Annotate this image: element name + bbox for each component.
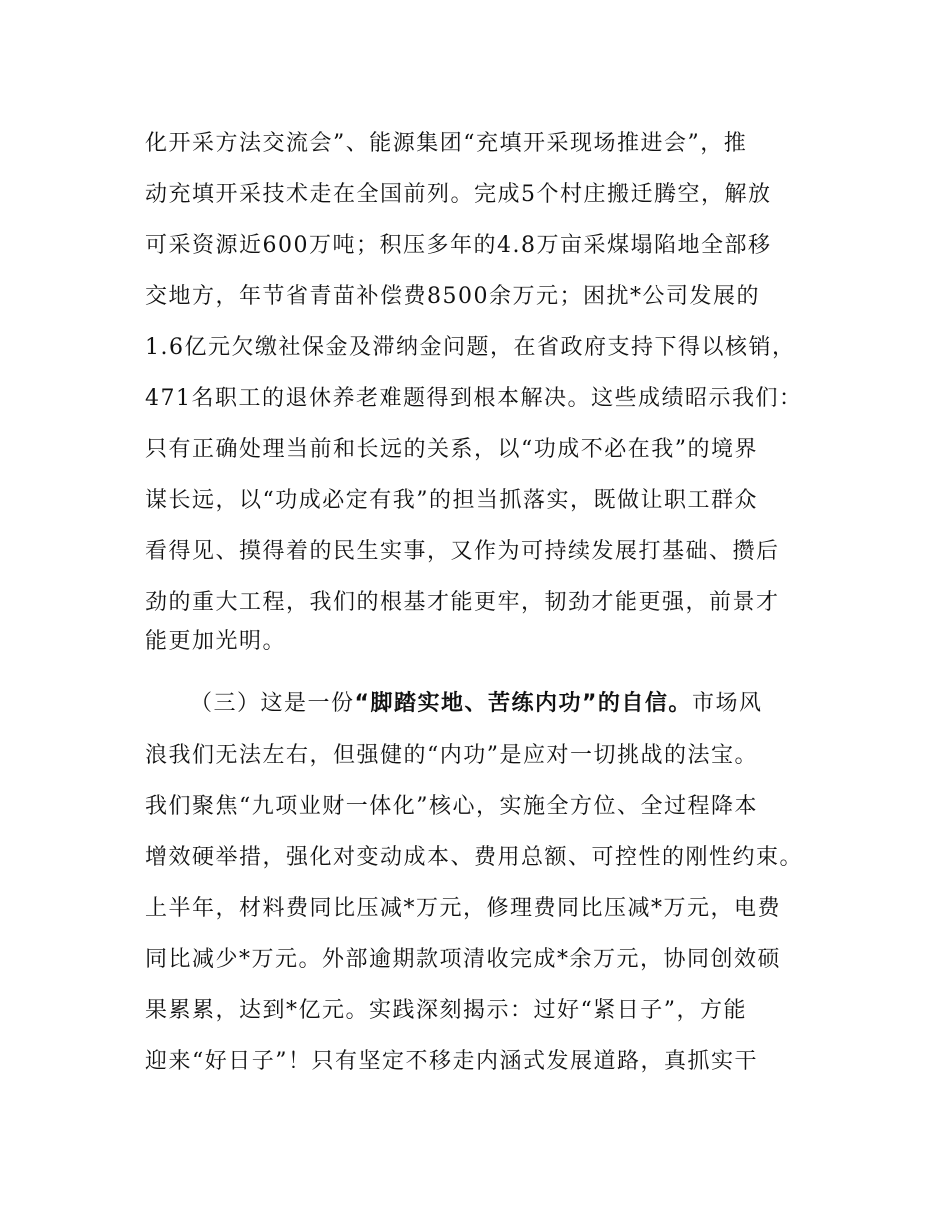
paragraph-line: 谋长远，以“功成必定有我”的担当抓落实，既做让职工群众 [145, 488, 758, 513]
paragraph-line: 我们聚焦“九项业财一体化”核心，实施全方位、全过程降本 [145, 794, 758, 819]
section-heading: “脚踏实地、苦练内功”的自信。 [354, 691, 692, 716]
paragraph-line: 能更加光明。 [145, 629, 287, 654]
section-number: （三）这是一份 [190, 691, 355, 716]
paragraph-line: 交地方，年节省青苗补偿费8500余万元；困扰*公司发展的 [145, 284, 760, 309]
paragraph-line: 同比减少*万元。外部逾期款项清收完成*余万元，协同创效硕 [145, 947, 782, 972]
paragraph-line: 果累累，达到*亿元。实践深刻揭示：过好“紧日子”，方能 [145, 998, 747, 1023]
paragraph-line: 动充填开采技术走在全国前列。完成5个村庄搬迁腾空，解放 [145, 182, 772, 207]
paragraph-line: 1.6亿元欠缴社保金及滞纳金问题，在省政府支持下得以核销， [145, 335, 796, 360]
section-heading-line [190, 688, 762, 720]
paragraph-line: 浪我们无法左右，但强健的“内功”是应对一切挑战的法宝。 [145, 743, 758, 768]
paragraph-line: 471名职工的退休养老难题得到根本解决。这些成绩昭示我们： [145, 386, 803, 411]
paragraph-line: 上半年，材料费同比压减*万元，修理费同比压减*万元，电费 [145, 896, 782, 921]
paragraph-line: 劲的重大工程，我们的根基才能更牢，韧劲才能更强，前景才 [145, 590, 780, 615]
paragraph-line: 只有正确处理当前和长远的关系，以“功成不必在我”的境界 [145, 437, 758, 462]
heading-line-tail: 市场风 [691, 691, 763, 716]
paragraph-line: 增效硬举措，强化对变动成本、费用总额、可控性的刚性约束。 [145, 845, 804, 870]
paragraph-line: 迎来“好日子”！只有坚定不移走内涵式发展道路，真抓实干 [145, 1049, 758, 1074]
paragraph-line: 化开采方法交流会”、能源集团“充填开采现场推进会”，推 [145, 131, 748, 156]
paragraph-line: 看得见、摸得着的民生实事，又作为可持续发展打基础、攒后 [145, 539, 780, 564]
paragraph-line: 可采资源近600万吨；积压多年的4.8万亩采煤塌陷地全部移 [145, 233, 772, 258]
